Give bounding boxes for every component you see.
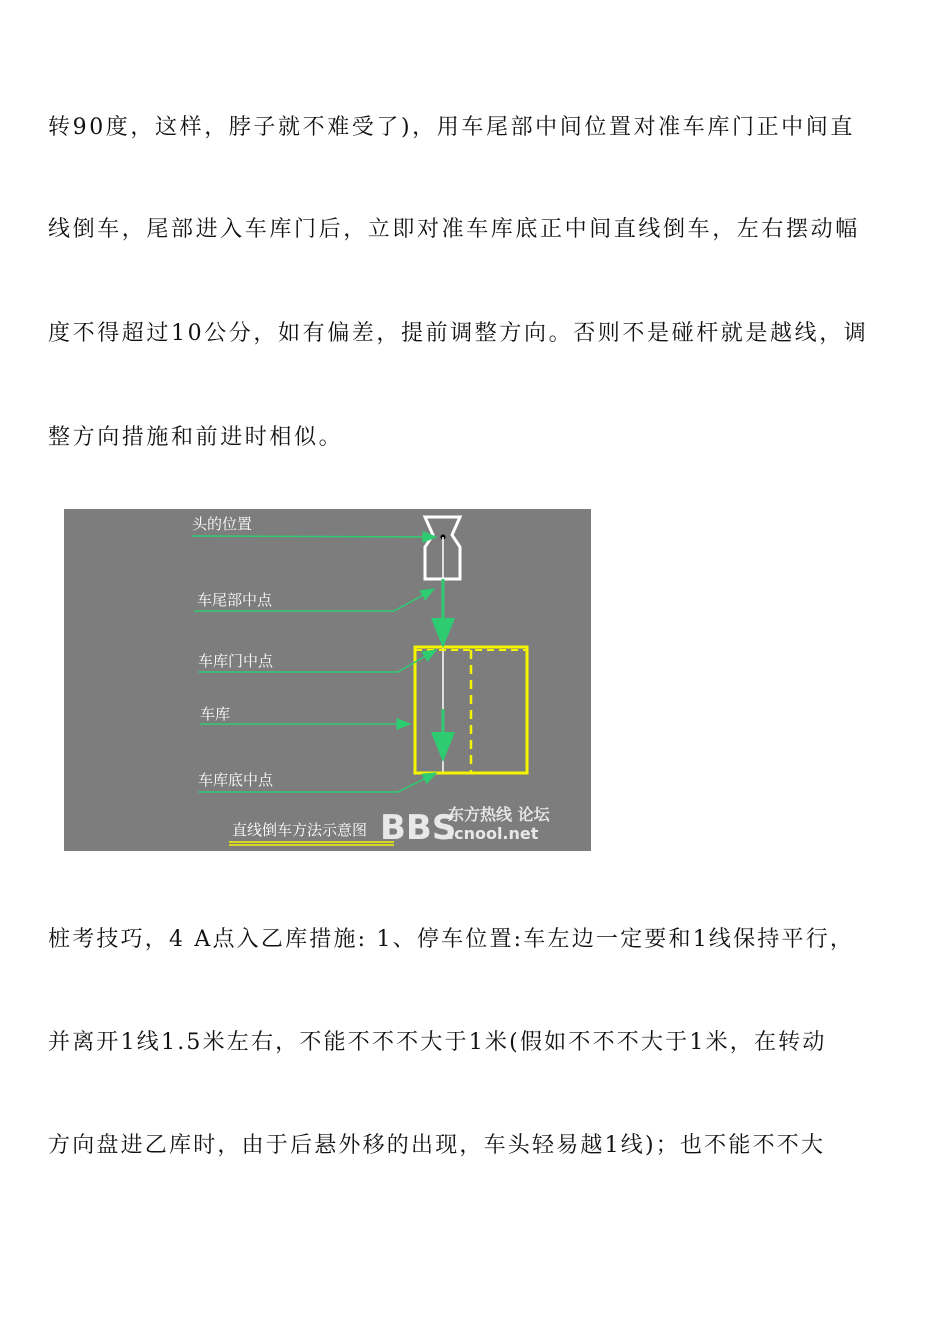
text-line: 整方向措施和前进时相似。 bbox=[48, 425, 344, 450]
reversing-diagram bbox=[64, 509, 591, 851]
watermark-bbs: BBS bbox=[380, 808, 457, 848]
text-line: 桩考技巧，4 A点入乙库措施: 1、停车位置:车左边一定要和1线保持平行， bbox=[48, 927, 855, 952]
text-line: 转90度，这样，脖子就不难受了)，用车尾部中间位置对准车库门正中间直 bbox=[48, 115, 855, 140]
label-garage: 车库 bbox=[200, 705, 231, 723]
text-line: 度不得超过10公分，如有偏差，提前调整方向。否则不是碰杆就是越线，调 bbox=[48, 321, 869, 346]
figure-caption: 直线倒车方法示意图 bbox=[232, 821, 368, 839]
leader-head bbox=[192, 536, 436, 537]
label-head-position: 头的位置 bbox=[192, 515, 253, 533]
text-line: 线倒车，尾部进入车库门后，立即对准车库底正中间直线倒车，左右摆动幅 bbox=[48, 217, 860, 242]
watermark-url: .cnool.net bbox=[448, 824, 539, 843]
label-garage-door-midpoint: 车库门中点 bbox=[198, 652, 274, 670]
label-garage-bottom-midpoint: 车库底中点 bbox=[198, 771, 274, 789]
text-line: 并离开1线1.5米左右，不能不不不大于1米(假如不不不大于1米，在转动 bbox=[48, 1030, 827, 1055]
diagram-svg bbox=[64, 509, 591, 851]
label-rear-midpoint: 车尾部中点 bbox=[197, 591, 273, 609]
text-line: 方向盘进乙库时，由于后悬外移的出现，车头轻易越1线)；也不能不不大 bbox=[48, 1133, 826, 1158]
watermark-cn: 东方热线 论坛 bbox=[448, 805, 550, 824]
